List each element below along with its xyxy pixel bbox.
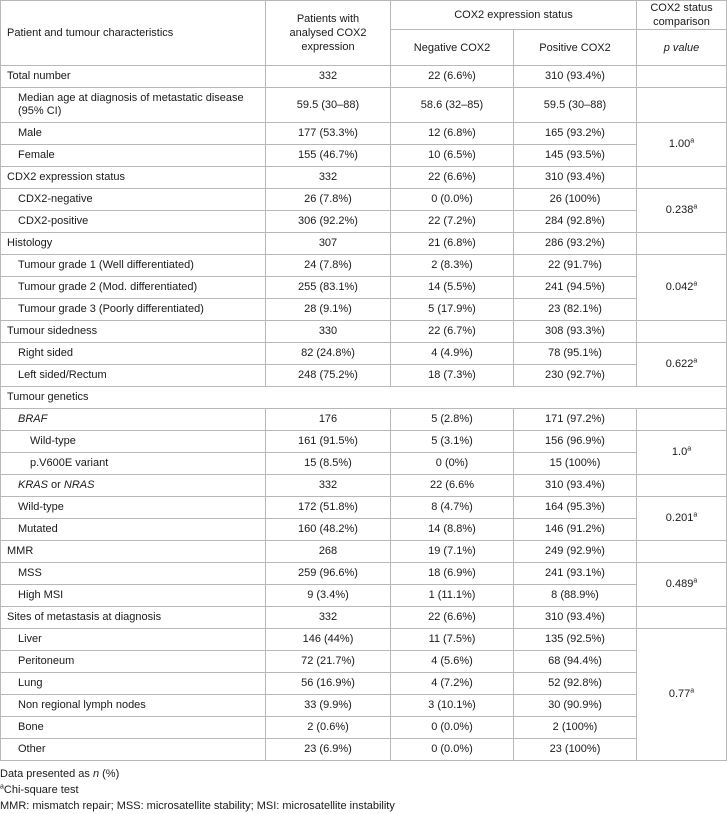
row-label: Total number (1, 66, 266, 88)
cell-p-value: 0.622$^a$ (637, 343, 727, 387)
header-p-value: p value (637, 30, 727, 66)
table-row (1, 739, 727, 761)
cell-patients: 24 (7.8%) (266, 255, 391, 277)
table-row (1, 409, 727, 431)
cell-patients: 82 (24.8%) (266, 343, 391, 365)
cell-p-value: 0.042$^a$ (637, 255, 727, 321)
row-label: Male (1, 123, 266, 145)
cell-patients: 23 (6.9%) (266, 739, 391, 761)
cell-negative: 22 (6.6% (391, 475, 514, 497)
header-patients-line3: expression (301, 41, 355, 53)
table-row (1, 541, 727, 563)
cell-p-value-empty (637, 233, 727, 255)
cell-patients: 56 (16.9%) (266, 673, 391, 695)
cell-positive: 135 (92.5%) (514, 629, 637, 651)
cell-p-value-empty (637, 541, 727, 563)
row-label: BRAF (1, 409, 266, 431)
cell-positive: 145 (93.5%) (514, 145, 637, 167)
row-label: KRAS or NRAS (1, 475, 266, 497)
cell-p-value-empty (637, 321, 727, 343)
cell-positive: 171 (97.2%) (514, 409, 637, 431)
row-label: Liver (1, 629, 266, 651)
cell-negative: 4 (5.6%) (391, 651, 514, 673)
cell-positive: 308 (93.3%) (514, 321, 637, 343)
row-label: CDX2-negative (1, 189, 266, 211)
header-patients-line1: Patients with (296, 13, 360, 25)
row-label: CDX2 expression status (1, 167, 266, 189)
cell-positive: 23 (82.1%) (514, 299, 637, 321)
cell-patients: 59.5 (30–88) (266, 88, 391, 123)
table-row (1, 233, 727, 255)
cell-patients: 28 (9.1%) (266, 299, 391, 321)
cell-negative: 5 (3.1%) (391, 431, 514, 453)
cell-patients: 332 (266, 167, 391, 189)
cell-patients: 2 (0.6%) (266, 717, 391, 739)
table-body (1, 66, 727, 761)
cell-p-value: 1.00$^a$ (637, 123, 727, 167)
table-row (1, 321, 727, 343)
cell-positive: 59.5 (30–88) (514, 88, 637, 123)
table-row (1, 629, 727, 651)
cell-negative: 18 (6.9%) (391, 563, 514, 585)
cell-positive: 164 (95.3%) (514, 497, 637, 519)
cell-negative: 22 (6.6%) (391, 167, 514, 189)
cell-positive: 286 (93.2%) (514, 233, 637, 255)
cell-positive: 52 (92.8%) (514, 673, 637, 695)
cell-p-value-empty (637, 475, 727, 497)
header-negative: Negative COX2 (391, 30, 514, 66)
row-label: MMR (1, 541, 266, 563)
table-header (1, 1, 727, 66)
cell-positive: 68 (94.4%) (514, 651, 637, 673)
cell-patients: 160 (48.2%) (266, 519, 391, 541)
cell-negative: 21 (6.8%) (391, 233, 514, 255)
cell-p-value: 0.77$^a$ (637, 629, 727, 761)
row-label: Tumour genetics (1, 387, 727, 409)
table-row (1, 563, 727, 585)
cell-patients: 248 (75.2%) (266, 365, 391, 387)
row-label: High MSI (1, 585, 266, 607)
cell-patients: 177 (53.3%) (266, 123, 391, 145)
cell-negative: 58.6 (32–85) (391, 88, 514, 123)
cell-p-value-empty (637, 607, 727, 629)
cell-negative: 11 (7.5%) (391, 629, 514, 651)
table-row (1, 88, 727, 123)
cell-negative: 0 (0.0%) (391, 717, 514, 739)
cell-positive: 241 (93.1%) (514, 563, 637, 585)
cell-positive: 310 (93.4%) (514, 66, 637, 88)
header-characteristics: Patient and tumour characteristics (1, 1, 266, 66)
cell-positive: 15 (100%) (514, 453, 637, 475)
header-comparison-line1: COX2 status (650, 2, 713, 14)
cell-positive: 146 (91.2%) (514, 519, 637, 541)
row-label: Tumour grade 1 (Well differentiated) (1, 255, 266, 277)
table-row (1, 431, 727, 453)
cell-positive: 230 (92.7%) (514, 365, 637, 387)
cell-negative: 0 (0.0%) (391, 189, 514, 211)
row-label: Tumour grade 2 (Mod. differentiated) (1, 277, 266, 299)
cell-positive: 2 (100%) (514, 717, 637, 739)
cell-negative: 22 (6.6%) (391, 607, 514, 629)
cell-patients: 9 (3.4%) (266, 585, 391, 607)
table-row (1, 695, 727, 717)
table-row (1, 387, 727, 409)
cell-patients: 15 (8.5%) (266, 453, 391, 475)
cell-negative: 22 (6.6%) (391, 66, 514, 88)
cell-positive: 78 (95.1%) (514, 343, 637, 365)
table-row (1, 167, 727, 189)
cell-patients: 268 (266, 541, 391, 563)
table-row (1, 189, 727, 211)
cell-negative: 22 (7.2%) (391, 211, 514, 233)
cell-patients: 161 (91.5%) (266, 431, 391, 453)
table-row (1, 585, 727, 607)
cell-p-value-empty (637, 409, 727, 431)
cell-positive: 165 (93.2%) (514, 123, 637, 145)
cell-negative: 3 (10.1%) (391, 695, 514, 717)
cell-negative: 10 (6.5%) (391, 145, 514, 167)
cell-positive: 8 (88.9%) (514, 585, 637, 607)
table-row (1, 145, 727, 167)
table-row (1, 255, 727, 277)
cell-patients: 332 (266, 66, 391, 88)
cell-negative: 5 (2.8%) (391, 409, 514, 431)
row-label: p.V600E variant (1, 453, 266, 475)
table-notes (0, 766, 395, 814)
row-label: Median age at diagnosis of metastatic disease (95% CI) (1, 88, 266, 123)
cell-negative: 18 (7.3%) (391, 365, 514, 387)
cell-negative: 14 (5.5%) (391, 277, 514, 299)
row-label: Female (1, 145, 266, 167)
cell-p-value: 0.201$^a$ (637, 497, 727, 541)
table-row (1, 299, 727, 321)
cell-negative: 5 (17.9%) (391, 299, 514, 321)
cell-patients: 172 (51.8%) (266, 497, 391, 519)
row-label: Mutated (1, 519, 266, 541)
cell-negative: 22 (6.7%) (391, 321, 514, 343)
cell-positive: 30 (90.9%) (514, 695, 637, 717)
cell-positive: 241 (94.5%) (514, 277, 637, 299)
table-row (1, 277, 727, 299)
table-row (1, 365, 727, 387)
row-label: Left sided/Rectum (1, 365, 266, 387)
table-row (1, 673, 727, 695)
header-patients-line2: analysed COX2 (289, 27, 367, 39)
row-label: CDX2-positive (1, 211, 266, 233)
table-row (1, 519, 727, 541)
row-label: Non regional lymph nodes (1, 695, 266, 717)
cell-negative: 1 (11.1%) (391, 585, 514, 607)
row-label: Wild-type (1, 497, 266, 519)
cell-positive: 284 (92.8%) (514, 211, 637, 233)
cell-negative: 4 (7.2%) (391, 673, 514, 695)
cell-positive: 249 (92.9%) (514, 541, 637, 563)
cell-negative: 4 (4.9%) (391, 343, 514, 365)
row-label: Right sided (1, 343, 266, 365)
cell-patients: 307 (266, 233, 391, 255)
cell-patients: 255 (83.1%) (266, 277, 391, 299)
table-row (1, 607, 727, 629)
cell-p-value-empty (637, 167, 727, 189)
cell-p-value-empty (637, 66, 727, 88)
cell-negative: 0 (0.0%) (391, 739, 514, 761)
cell-negative: 8 (4.7%) (391, 497, 514, 519)
cell-patients: 146 (44%) (266, 629, 391, 651)
cell-patients: 332 (266, 475, 391, 497)
table-row (1, 717, 727, 739)
cell-patients: 330 (266, 321, 391, 343)
note-data-format: Data presented as n (%) (0, 768, 120, 780)
cell-negative: 19 (7.1%) (391, 541, 514, 563)
header-patients (266, 1, 391, 66)
row-label: Lung (1, 673, 266, 695)
table-row (1, 651, 727, 673)
header-status-group: COX2 expression status (391, 1, 637, 30)
cell-p-value: 1.0$^a$ (637, 431, 727, 475)
row-label: Sites of metastasis at diagnosis (1, 607, 266, 629)
table-row (1, 123, 727, 145)
header-positive: Positive COX2 (514, 30, 637, 66)
cell-patients: 259 (96.6%) (266, 563, 391, 585)
table-row (1, 66, 727, 88)
cell-positive: 310 (93.4%) (514, 475, 637, 497)
row-label: Histology (1, 233, 266, 255)
cell-negative: 14 (8.8%) (391, 519, 514, 541)
row-label: Peritoneum (1, 651, 266, 673)
cell-patients: 33 (9.9%) (266, 695, 391, 717)
row-label: Bone (1, 717, 266, 739)
cell-positive: 310 (93.4%) (514, 167, 637, 189)
row-label: Other (1, 739, 266, 761)
table-row (1, 343, 727, 365)
cell-positive: 26 (100%) (514, 189, 637, 211)
cell-p-value-empty (637, 88, 727, 123)
header-comparison (637, 1, 727, 30)
cell-patients: 72 (21.7%) (266, 651, 391, 673)
row-label: MSS (1, 563, 266, 585)
cell-patients: 155 (46.7%) (266, 145, 391, 167)
cell-p-value: 0.238$^a$ (637, 189, 727, 233)
cell-positive: 23 (100%) (514, 739, 637, 761)
cell-positive: 310 (93.4%) (514, 607, 637, 629)
cell-patients: 306 (92.2%) (266, 211, 391, 233)
row-label: Wild-type (1, 431, 266, 453)
header-comparison-line2: comparison (653, 16, 710, 28)
cell-negative: 2 (8.3%) (391, 255, 514, 277)
note-chi-square: $^a$Chi-square test (0, 783, 79, 796)
table-row (1, 497, 727, 519)
cell-negative: 0 (0%) (391, 453, 514, 475)
cell-patients: 26 (7.8%) (266, 189, 391, 211)
row-label: Tumour grade 3 (Poorly differentiated) (1, 299, 266, 321)
row-label: Tumour sidedness (1, 321, 266, 343)
table-row (1, 211, 727, 233)
cell-p-value: 0.489$^a$ (637, 563, 727, 607)
cell-patients: 332 (266, 607, 391, 629)
table-row (1, 475, 727, 497)
cell-negative: 12 (6.8%) (391, 123, 514, 145)
note-abbreviations: MMR: mismatch repair; MSS: microsatellite stability; MSI: microsatellite instability (0, 800, 395, 812)
table-row (1, 453, 727, 475)
cell-patients: 176 (266, 409, 391, 431)
cell-positive: 156 (96.9%) (514, 431, 637, 453)
cell-positive: 22 (91.7%) (514, 255, 637, 277)
